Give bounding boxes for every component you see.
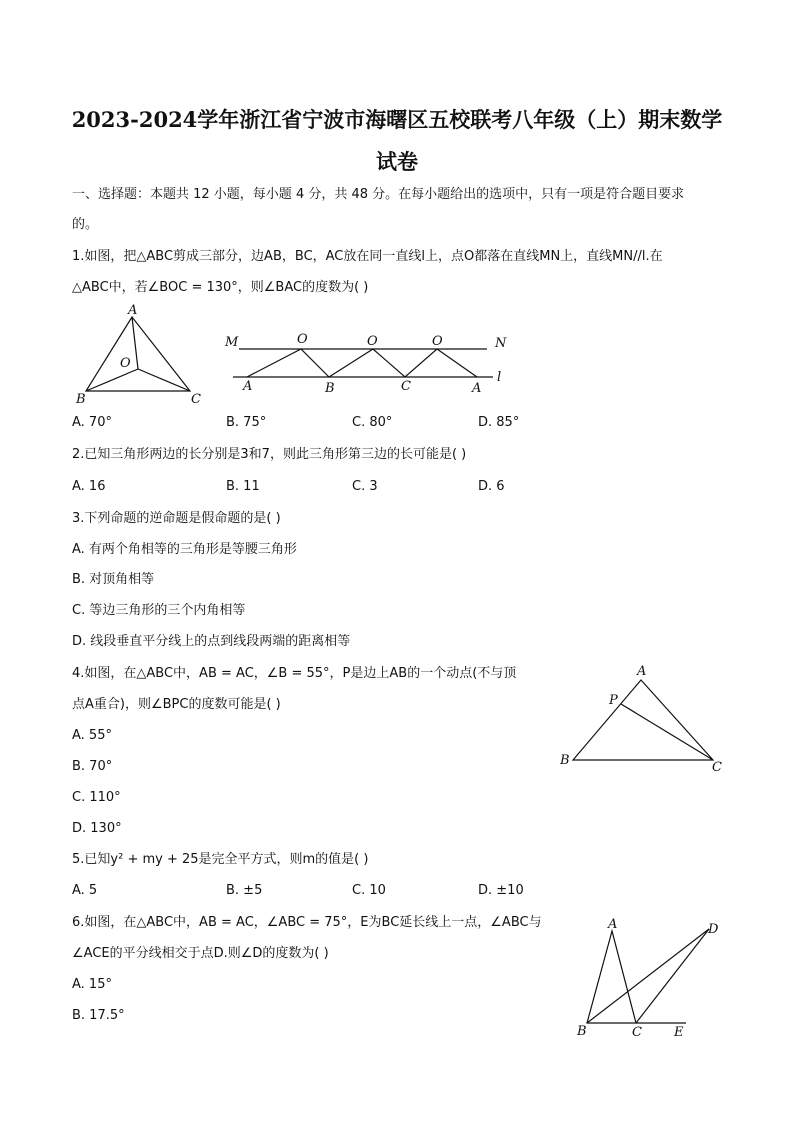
q5-stem: 5.已知y² + my + 25是完全平方式，则m的值是( ) (72, 852, 369, 867)
q6-label-a: A (608, 917, 618, 932)
q4-label-a: A (637, 664, 647, 679)
q1-figure-strip (225, 330, 515, 400)
q1-option-c[interactable]: C. 80° (352, 415, 393, 430)
q5-option-a[interactable]: A. 5 (72, 883, 98, 898)
q6-label-c: C (632, 1025, 642, 1040)
q4-label-c: C (712, 760, 722, 775)
q5-option-d[interactable]: D. ±10 (478, 883, 524, 898)
section-heading-line2: 的。 (72, 217, 99, 232)
q1-label-l: l (497, 370, 502, 385)
q1-label-n: N (495, 336, 507, 351)
q6-label-b: B (577, 1024, 587, 1039)
q6-option-b[interactable]: B. 17.5° (72, 1008, 125, 1023)
q4-option-d[interactable]: D. 130° (72, 821, 122, 836)
q1-option-a[interactable]: A. 70° (72, 415, 112, 430)
q1-option-b[interactable]: B. 75° (226, 415, 267, 430)
q1-label-o: O (120, 356, 131, 371)
q6-label-e: E (674, 1025, 684, 1040)
q2-option-c[interactable]: C. 3 (352, 479, 378, 494)
q1-option-d[interactable]: D. 85° (478, 415, 520, 430)
q4-triangle-abc (573, 680, 713, 760)
q1-stem-line2: △ABC中，若∠BOC = 130°，则∠BAC的度数为( ) (72, 280, 369, 295)
q1-label-c: C (401, 379, 411, 394)
q2-option-d[interactable]: D. 6 (478, 479, 505, 494)
q1-label-o2: O (367, 334, 378, 349)
q6-label-d: D (708, 922, 719, 937)
q4-segment-pc (621, 704, 713, 760)
q1-zigzag (247, 349, 477, 377)
q1-label-a1: A (243, 379, 253, 394)
q6-figure (570, 915, 730, 1045)
q1-label-a2: A (472, 381, 482, 396)
q4-label-p: P (609, 693, 618, 708)
section-heading-line1: 一、选择题：本题共 12 小题，每小题 4 分，共 48 分。在每小题给出的选项中，只有一项是符合题目要求 (72, 187, 685, 202)
q6-triangle-abc (587, 931, 636, 1023)
q3-option-c[interactable]: C. 等边三角形的三个内角相等 (72, 603, 246, 618)
q3-stem: 3.下列命题的逆命题是假命题的是( ) (72, 511, 281, 526)
q1-triangle-abc (86, 317, 190, 391)
q1-segment-oa (132, 317, 138, 369)
exam-title-line2: 试卷 (376, 149, 418, 174)
q2-option-a[interactable]: A. 16 (72, 479, 106, 494)
q1-label-c: C (191, 392, 201, 407)
q4-stem-line2: 点A重合)，则∠BPC的度数可能是( ) (72, 697, 281, 712)
q4-option-c[interactable]: C. 110° (72, 790, 121, 805)
q4-option-a[interactable]: A. 55° (72, 728, 112, 743)
q6-option-a[interactable]: A. 15° (72, 977, 112, 992)
q6-segment-cd (636, 929, 709, 1023)
q5-option-b[interactable]: B. ±5 (226, 883, 263, 898)
q1-label-o3: O (432, 334, 443, 349)
q3-option-d[interactable]: D. 线段垂直平分线上的点到线段两端的距离相等 (72, 634, 351, 649)
q4-label-b: B (560, 753, 570, 768)
q1-segment-ob (86, 369, 138, 391)
q1-label-b: B (325, 381, 335, 396)
q1-label-o1: O (297, 332, 308, 347)
q1-label-b: B (76, 392, 86, 407)
q1-stem-line1: 1.如图，把△ABC剪成三部分，边AB，BC，AC放在同一直线l上，点O都落在直线MN上，直线MN//l.在 (72, 249, 663, 264)
q2-option-b[interactable]: B. 11 (226, 479, 260, 494)
q4-option-b[interactable]: B. 70° (72, 759, 113, 774)
q5-option-c[interactable]: C. 10 (352, 883, 386, 898)
exam-title-line1: 2023-2024学年浙江省宁波市海曙区五校联考八年级（上）期末数学 (71, 107, 723, 132)
q6-stem-line1: 6.如图，在△ABC中，AB = AC，∠ABC = 75°，E为BC延长线上一点，∠ABC与 (72, 915, 542, 930)
q6-stem-line2: ∠ACE的平分线相交于点D.则∠D的度数为( ) (72, 946, 329, 961)
q3-option-a[interactable]: A. 有两个角相等的三角形是等腰三角形 (72, 542, 297, 557)
q1-figure-triangle (70, 305, 210, 410)
q6-segment-bd (587, 929, 709, 1023)
q4-figure (555, 660, 730, 775)
q4-stem-line1: 4.如图，在△ABC中，AB = AC，∠B = 55°，P是边上AB的一个动点(不与顶 (72, 666, 517, 681)
q2-stem: 2.已知三角形两边的长分别是3和7，则此三角形第三边的长可能是( ) (72, 447, 467, 462)
q3-option-b[interactable]: B. 对顶角相等 (72, 572, 155, 587)
q1-label-m: M (225, 335, 239, 350)
q1-segment-oc (138, 369, 190, 391)
q1-label-a: A (128, 303, 138, 318)
